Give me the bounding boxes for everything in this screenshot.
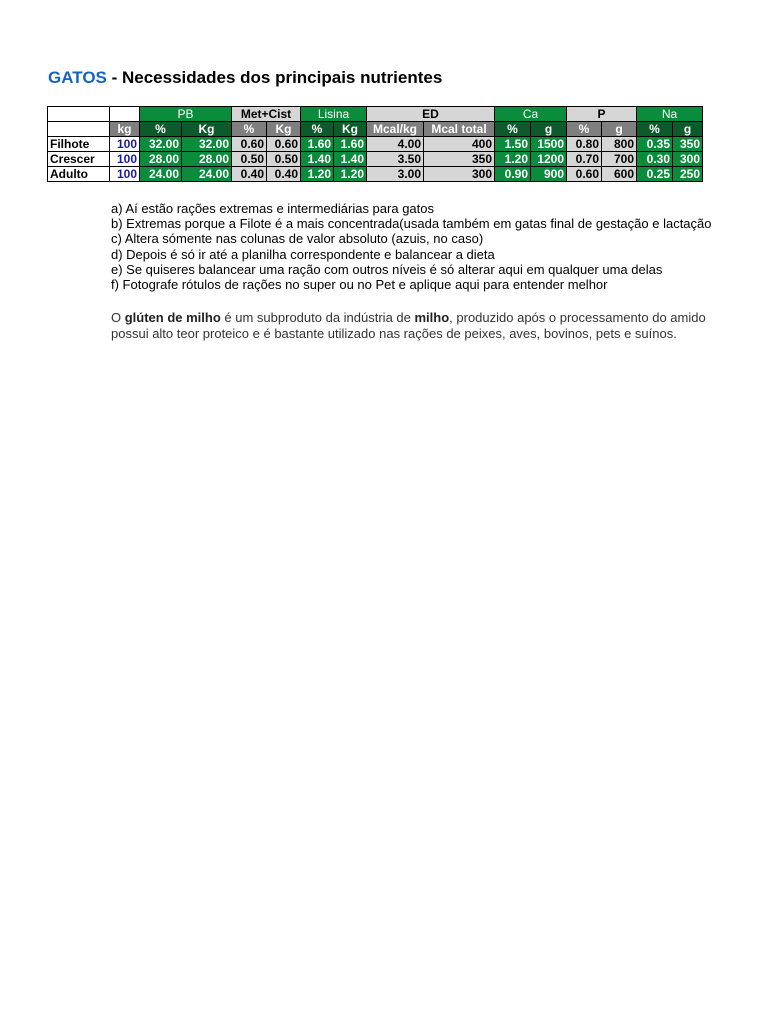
value-cell[interactable]: 0.50 [232, 152, 267, 167]
group-header: Na [637, 107, 703, 122]
value-cell[interactable]: 3.00 [367, 167, 424, 182]
value-cell[interactable]: 1.20 [495, 152, 531, 167]
kg-cell[interactable]: 100 [110, 167, 140, 182]
kg-cell[interactable]: 100 [110, 152, 140, 167]
table-row [48, 167, 703, 182]
note-item: b) Extremas porque a Filote é a mais concentrada(usada também em gatas final de gestação e lactação [111, 216, 712, 232]
corner-cell [48, 122, 110, 137]
table-row [48, 152, 703, 167]
value-cell[interactable]: 0.40 [232, 167, 267, 182]
value-cell[interactable]: 1.40 [334, 152, 367, 167]
gluten-paragraph [111, 310, 706, 341]
value-cell[interactable]: 600 [602, 167, 637, 182]
value-cell[interactable]: 1.20 [301, 167, 334, 182]
value-cell[interactable]: 0.60 [232, 137, 267, 152]
kg-cell[interactable]: 100 [110, 137, 140, 152]
unit-header: % [140, 122, 182, 137]
value-cell[interactable]: 350 [673, 137, 703, 152]
value-cell[interactable]: 700 [602, 152, 637, 167]
value-cell[interactable]: 0.50 [267, 152, 301, 167]
unit-header: % [301, 122, 334, 137]
value-cell[interactable]: 0.25 [637, 167, 673, 182]
unit-header: Kg [182, 122, 232, 137]
value-cell[interactable]: 800 [602, 137, 637, 152]
value-cell[interactable]: 0.60 [267, 137, 301, 152]
value-cell[interactable]: 32.00 [182, 137, 232, 152]
group-header-row [48, 107, 703, 122]
row-label: Crescer [48, 152, 110, 167]
unit-header: Mcal total [424, 122, 495, 137]
unit-header: g [531, 122, 567, 137]
corner-cell [110, 107, 140, 122]
value-cell[interactable]: 300 [424, 167, 495, 182]
unit-header: kg [110, 122, 140, 137]
nutrients-table [47, 106, 703, 182]
value-cell[interactable]: 0.40 [267, 167, 301, 182]
value-cell[interactable]: 28.00 [182, 152, 232, 167]
paragraph-line-2: possui alto teor proteico e é bastante utilizado nas rações de peixes, aves, bovinos, pets e suínos. [111, 325, 677, 341]
note-item: f) Fotografe rótulos de rações no super ou no Pet e aplique aqui para entender melhor [111, 276, 608, 292]
unit-header: % [495, 122, 531, 137]
value-cell[interactable]: 250 [673, 167, 703, 182]
value-cell[interactable]: 300 [673, 152, 703, 167]
unit-header: g [673, 122, 703, 137]
unit-header: g [602, 122, 637, 137]
value-cell[interactable]: 32.00 [140, 137, 182, 152]
value-cell[interactable]: 900 [531, 167, 567, 182]
note-item: c) Altera sómente nas colunas de valor absoluto (azuis, no caso) [111, 231, 484, 247]
group-header: Met+Cist [232, 107, 301, 122]
value-cell[interactable]: 0.90 [495, 167, 531, 182]
note-item: e) Se quiseres balancear uma ração com outros níveis é só alterar aqui em qualquer uma delas [111, 261, 663, 277]
unit-header: % [232, 122, 267, 137]
value-cell[interactable]: 3.50 [367, 152, 424, 167]
group-header: Ca [495, 107, 567, 122]
table-row [48, 137, 703, 152]
unit-header: Kg [334, 122, 367, 137]
unit-header: % [637, 122, 673, 137]
value-cell[interactable]: 1500 [531, 137, 567, 152]
group-header: Lisina [301, 107, 367, 122]
notes-list [111, 201, 712, 292]
title-rest: - Necessidades dos principais nutrientes [106, 68, 443, 87]
paragraph-text: , produzido após o processamento do amido [449, 310, 706, 325]
value-cell[interactable]: 1200 [531, 152, 567, 167]
group-header: P [567, 107, 637, 122]
value-cell[interactable]: 350 [424, 152, 495, 167]
value-cell[interactable]: 28.00 [140, 152, 182, 167]
unit-header: Kg [267, 122, 301, 137]
title-highlight: GATOS [48, 68, 107, 87]
group-header: PB [140, 107, 232, 122]
value-cell[interactable]: 0.70 [567, 152, 602, 167]
paragraph-bold: glúten de milho [124, 310, 221, 325]
value-cell[interactable]: 1.50 [495, 137, 531, 152]
value-cell[interactable]: 1.60 [334, 137, 367, 152]
page-title [48, 68, 442, 88]
paragraph-bold: milho [414, 310, 450, 325]
paragraph-line-1 [111, 310, 706, 326]
value-cell[interactable]: 1.60 [301, 137, 334, 152]
unit-header-row [48, 122, 703, 137]
value-cell[interactable]: 24.00 [182, 167, 232, 182]
row-label: Adulto [48, 167, 110, 182]
paragraph-text: é um subproduto da indústria de [220, 310, 415, 325]
corner-cell [48, 107, 110, 122]
value-cell[interactable]: 0.35 [637, 137, 673, 152]
value-cell[interactable]: 0.60 [567, 167, 602, 182]
paragraph-text: O [111, 310, 125, 325]
value-cell[interactable]: 0.80 [567, 137, 602, 152]
value-cell[interactable]: 1.40 [301, 152, 334, 167]
value-cell[interactable]: 24.00 [140, 167, 182, 182]
value-cell[interactable]: 0.30 [637, 152, 673, 167]
note-item: a) Aí estão rações extremas e intermediárias para gatos [111, 201, 434, 216]
note-item: d) Depois é só ir até a planilha correspondente e balancear a dieta [111, 246, 495, 262]
group-header: ED [367, 107, 495, 122]
value-cell[interactable]: 1.20 [334, 167, 367, 182]
value-cell[interactable]: 4.00 [367, 137, 424, 152]
value-cell[interactable]: 400 [424, 137, 495, 152]
unit-header: % [567, 122, 602, 137]
unit-header: Mcal/kg [367, 122, 424, 137]
row-label: Filhote [48, 137, 110, 152]
